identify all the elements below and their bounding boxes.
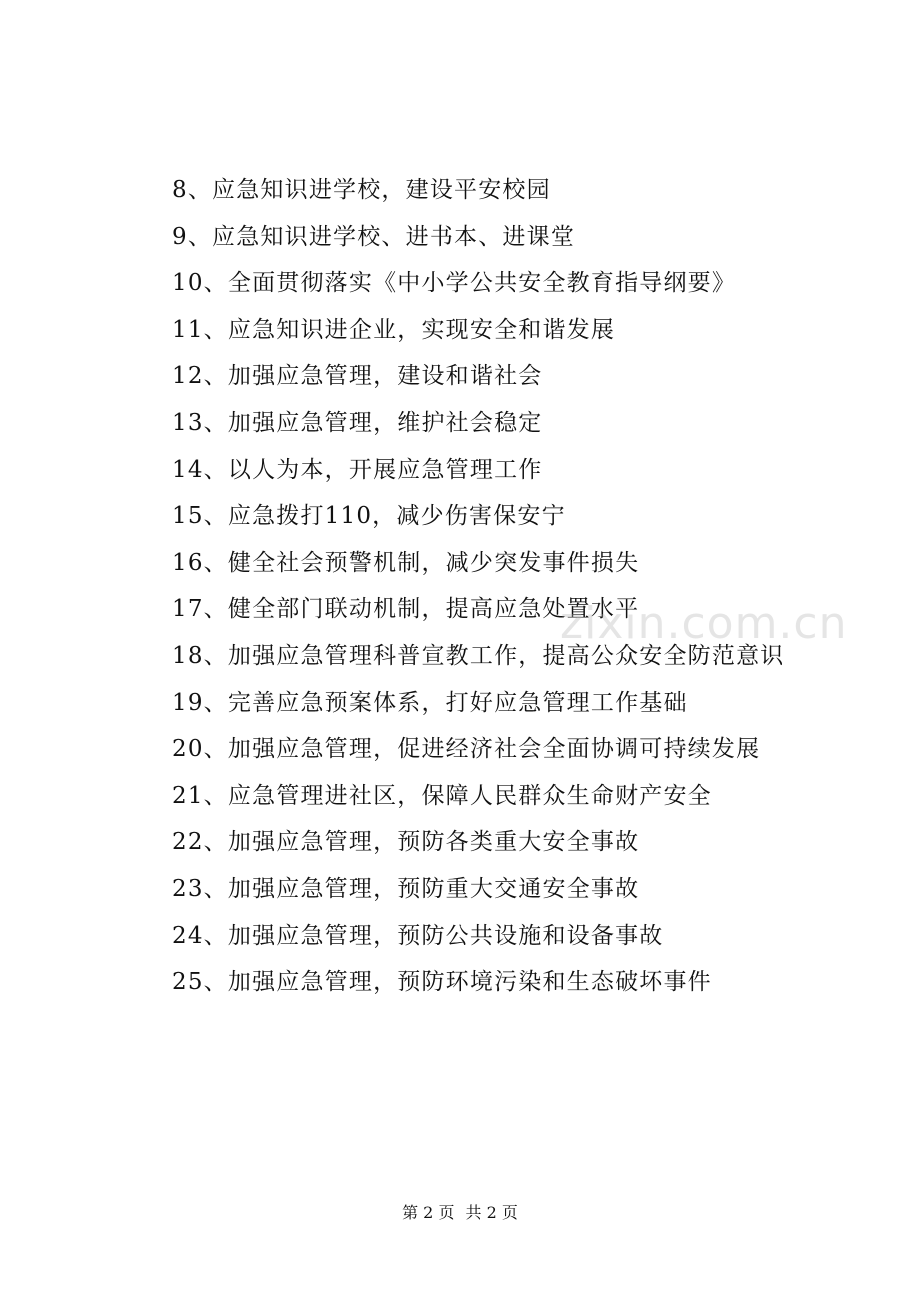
list-item: 16、健全社会预警机制，减少突发事件损失 [172, 549, 640, 576]
page-number-total: 共 2 页 [465, 1203, 518, 1222]
slogan-list [172, 170, 872, 1009]
watermark: zixin.com.cn [560, 598, 848, 649]
list-item: 8、应急知识进学校，建设平安校园 [172, 177, 551, 203]
list-item: 19、完善应急预案体系，打好应急管理工作基础 [172, 689, 688, 716]
list-item: 13、加强应急管理，维护社会稳定 [172, 409, 543, 436]
page-number-current: 第 2 页 [402, 1203, 455, 1222]
list-item: 14、以人为本，开展应急管理工作 [172, 456, 543, 483]
list-item: 12、加强应急管理，建设和谐社会 [172, 363, 543, 390]
list-item: 18、加强应急管理科普宣教工作，提高公众安全防范意识 [172, 642, 785, 669]
list-item: 9、应急知识进学校、进书本、进课堂 [172, 223, 576, 250]
list-item: 11、应急知识进企业，实现安全和谐发展 [172, 316, 616, 343]
list-item: 21、应急管理进社区，保障人民群众生命财产安全 [172, 782, 712, 809]
list-item: 10、全面贯彻落实《中小学公共安全教育指导纲要》 [172, 270, 737, 297]
list-item: 20、加强应急管理，促进经济社会全面协调可持续发展 [172, 736, 761, 763]
page-footer [0, 1200, 920, 1223]
list-item: 25、加强应急管理，预防环境污染和生态破坏事件 [172, 969, 712, 996]
list-item: 23、加强应急管理，预防重大交通安全事故 [172, 875, 640, 902]
list-item: 24、加强应急管理，预防公共设施和设备事故 [172, 922, 664, 949]
list-item: 22、加强应急管理，预防各类重大安全事故 [172, 829, 640, 856]
list-item: 15、应急拨打110，减少伤害保安宁 [172, 503, 566, 530]
list-item: 17、健全部门联动机制，提高应急处置水平 [172, 596, 640, 623]
